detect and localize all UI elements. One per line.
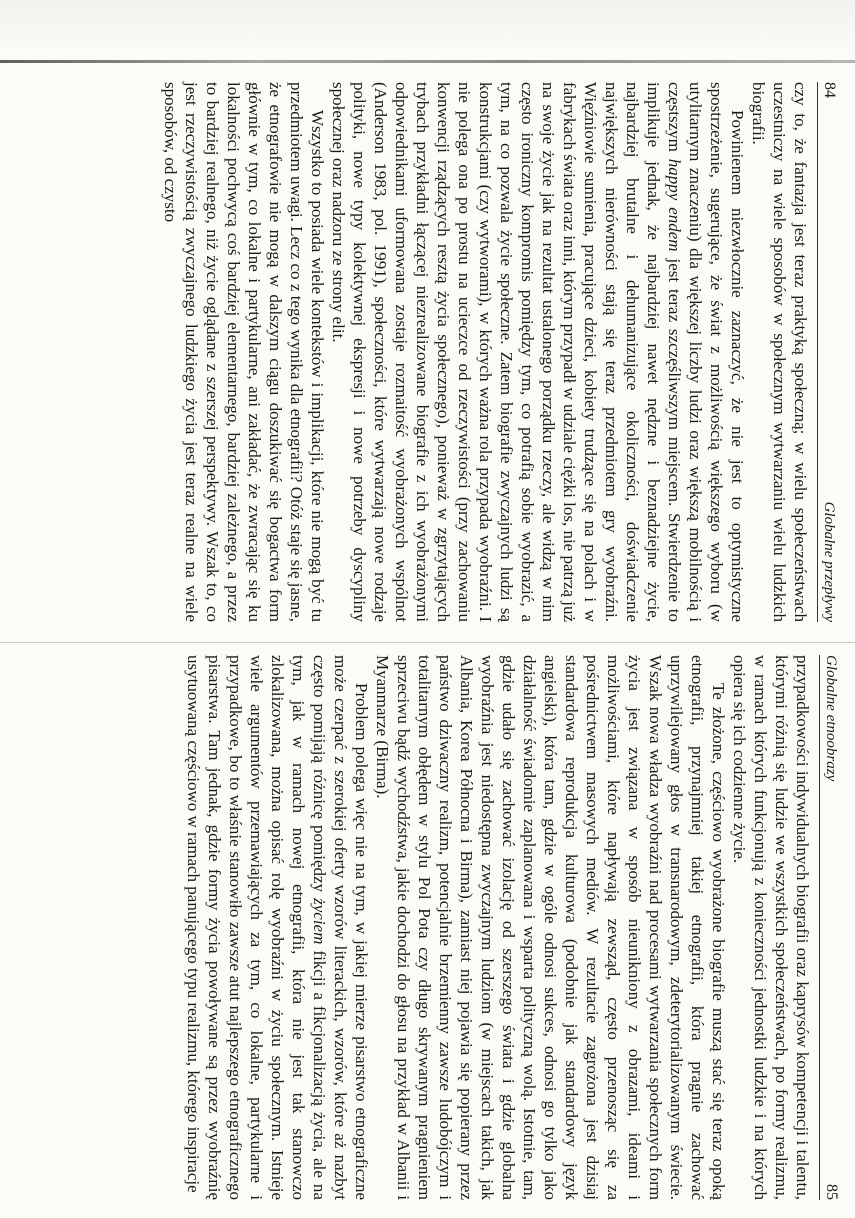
paragraph (729, 655, 813, 1200)
paragraph (372, 655, 729, 1200)
page-number: 84 (821, 82, 838, 98)
text-run: Problem polega więc nie na tym, w jakiej mierze pisarstwo etnograficzne może czerpać z szerokiej oferty wzorów literackich, wzorów, które aż nazbyt często pomijają różnicę pomiędzy (310, 655, 371, 1200)
page-84 (48, 82, 838, 622)
text-run: przypadkowości indywidualnych biografii oraz kaprysów kompetencji i talentu, którymi różnią się ludzie we wszystkich społeczeństwach, po formy realizmu, w ramach których funkcjonują z konieczności jednostki ludzkie i na których opiera się ich codzienne życie. (730, 655, 812, 1200)
page-84-region (0, 64, 855, 642)
scan-margin (0, 0, 855, 58)
running-header (819, 655, 840, 1200)
running-title: Globalne etnoobrazy (823, 655, 839, 782)
scan-edge-rule (0, 60, 855, 63)
running-header (817, 82, 838, 622)
text-run: fikcji a fikcjonalizacją życia, ale na tym, jak w ramach nowej etnografii, która nie jest tak stanowczo zlokalizowana, można opisać rolę wyobraźni w życiu społecznym. Istnieje wiele argumentów przemawiających za tym, co lokalne, partykularne i przypadkowe, bo to właśnie stanowiło zawsze atut najlepszego etnograficznego pisarstwa. Tam jednak, gdzie formy życia powoływane są przez wyobraźnię usytuowaną częściowo w ramach panującego typu realizmu, którego inspiracje (184, 655, 329, 1200)
page-84-body (160, 82, 811, 622)
paragraph (748, 82, 811, 622)
page-85-region (0, 643, 855, 1218)
page-85-body (183, 655, 813, 1200)
text-run: Te złożone, częściowo wyobrażone biografie muszą stać się teraz opoką etnografii, przynajmniej takiej etnografii, która pragnie zachować uprzywilejowany głos w transnarodowym, zdeterytorializowanym świecie. Wszak nowa władza wyobraźni nad procesami wytwarzania społecznych form życia jest związana w sposób nieunikniony z obrazami, ideami i możliwościami, które napływają zewsząd, często przenosząc się za pośrednictwem masowych mediów. W rezultacie zagrożona jest dzisiaj standardowa reprodukcja kulturowa (podobnie jak standardowy język angielski), która tam, gdzie w ogóle odnosi sukces, odnosi go tylko jako działalność świadomie zaplanowana i wsparta polityczną wolą. Istotnie, tam, gdzie udało się zachować izolację od szerszego świata i gdzie globalna wyobraźnia jest niedostępna zwyczajnym ludziom (w miejscach takich, jak Albania, Korea Północna i Birma), zamiast niej pojawia się popierany przez państwo dziwaczny realizm, potencjalnie brzemienny zawsze ludobójczym i totalitarnym obłędem w stylu Pol Pota czy długo skrywanym pragnieniem sprzeciwu bądź wychodźstwa, jakie dochodzi do głosu na przykład w Albanii i Myanmarze (Birma). (373, 655, 728, 1200)
text-run: jest teraz szczęśliwszym miejscem. Stwierdzenie to implikuje jednak, że najbardziej nawet nędzne i beznadziejne życie, najbardziej brutalne i dehumanizujące okoliczności, doświadczenie największych nierówności stają się teraz przedmiotem gry wyobraźni. Więźniowie sumienia, pracujące dzieci, kobiety trudzące się na polach i w fabrykach świata oraz inni, którym przypadł w udziale ciężki los, nie patrzą już na swoje życie jak na rezultat ustalonego porządku rzeczy, ale widzą w nim często ironiczny kompromis pomiędzy tym, co potrafią sobie wyobrazić, a tym, na co pozwala życie społeczne. Zatem biografie zwyczajnych ludzi są konstrukcjami (czy wytworami), w których ważna rola przypada wyobraźni. I nie polega ona po prostu na ucieczce od rzeczywistości (przy zachowaniu konwencji rządzących resztą życia społecznego), ponieważ w zgrzytających trybach przykładni łączącej niezrealizowane biografie z ich wyobrażonymi odpowiednikami uformowana zostaje rozmaitość wyobrażonych wspólnot (Anderson 1983, pol. 1991), społeczności, które wytwarzają nowe rodzaje polityki, nowe typy kolektywnej ekspresji i nowe potrzeby dyscypliny społecznej oraz nadzoru ze strony elit. (329, 82, 684, 623)
page-85 (50, 655, 840, 1200)
paragraph (328, 82, 748, 622)
text-run: czy to, że fantazja jest teraz praktyką społeczną; w wielu społeczeństwach uczestniczy na wiele sposobów w społecznym wytwarzaniu wielu ludzkich biografii. (749, 82, 810, 622)
paragraph (183, 655, 372, 1200)
paragraph (160, 82, 328, 622)
page-number: 85 (823, 1184, 840, 1200)
text-run: Powinienem niezwłocznie zaznaczyć, że nie jest to optymistyczne spostrzeżenie, sugerujące, że świat z możliwością większego wyboru (w utylitarnym znaczeniu) dla większej liczby ludzi oraz większą mobilnością i częstszym (665, 82, 747, 622)
text-run: Wszystko to posiada wiele kontekstów i implikacji, które nie mogą być tu przedmiotem uwagi. Lecz co z tego wynika dla etnografii? Otóż staje się jasne, że etnografowie nie mogą w dalszym ciągu doszukiwać się bogactwa form głównie w tym, co lokalne i partykularne, ani zakładać, że zwracając się ku lokalności pochwycą coś bardziej elementarnego, bardziej zależnego, a przez to bardziej realnego, niż życie oglądane z szerszej perspektywy. Wszak to, co jest rzeczywistością zwyczajnego ludzkiego życia jest teraz realne na wiele sposobów, od czysto (161, 82, 327, 622)
italic-phrase: happy endem (665, 158, 684, 252)
running-title: Globalne przepływy (821, 501, 837, 622)
italic-phrase: życiem (310, 898, 329, 945)
